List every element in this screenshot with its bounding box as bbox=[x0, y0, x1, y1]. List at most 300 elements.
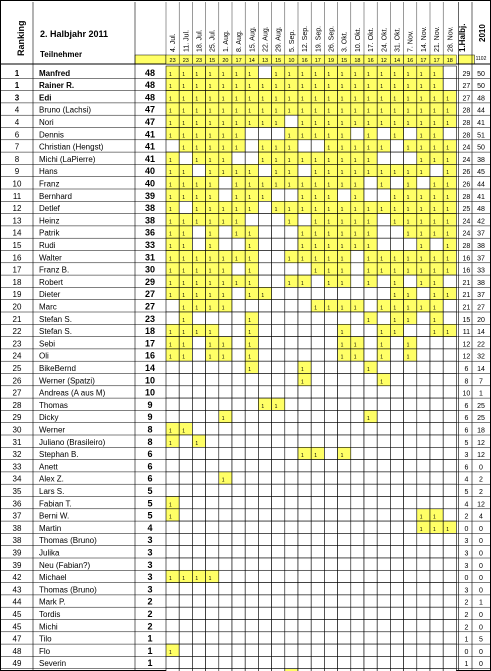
prev-year-value: 0 bbox=[479, 587, 483, 595]
empty-cell bbox=[390, 509, 403, 521]
halfyear-value: 29 bbox=[462, 70, 471, 78]
date-header: 7. Nov. bbox=[407, 30, 415, 52]
empty-cell bbox=[272, 497, 285, 509]
attendance-mark: 1 bbox=[235, 170, 238, 177]
attendance-mark: 1 bbox=[182, 182, 185, 189]
empty-cell bbox=[377, 410, 390, 422]
prev-year-value: 42 bbox=[477, 218, 485, 226]
empty-cell bbox=[390, 152, 403, 164]
empty-cell bbox=[206, 374, 219, 386]
empty-cell bbox=[298, 300, 311, 312]
attended-cell bbox=[404, 177, 417, 189]
attendance-mark: 1 bbox=[353, 305, 357, 312]
empty-cell bbox=[166, 595, 179, 607]
attendance-mark: 1 bbox=[169, 219, 172, 226]
attendance-mark: 1 bbox=[182, 194, 185, 201]
attended-cell bbox=[232, 214, 245, 226]
attendance-mark: 1 bbox=[314, 96, 317, 103]
attended-cell bbox=[338, 164, 351, 176]
empty-cell bbox=[258, 558, 271, 570]
date-count: 17 bbox=[433, 58, 440, 64]
empty-cell bbox=[377, 386, 390, 398]
attendance-mark: 1 bbox=[169, 244, 172, 250]
attended-cell bbox=[245, 115, 258, 127]
attended-cell bbox=[166, 128, 179, 140]
attended-cell bbox=[245, 361, 258, 373]
halfyear-value: 6 bbox=[464, 415, 469, 423]
empty-cell bbox=[443, 386, 456, 398]
attendance-mark: 1 bbox=[169, 293, 172, 300]
attendance-mark: 1 bbox=[261, 157, 265, 164]
attended-cell bbox=[206, 201, 219, 213]
prev-year-value: 25 bbox=[477, 415, 485, 423]
participant-name: Martin bbox=[39, 523, 62, 533]
table-row bbox=[0, 423, 491, 435]
empty-cell bbox=[232, 287, 245, 299]
empty-cell bbox=[232, 620, 245, 632]
empty-cell bbox=[219, 460, 232, 472]
attended-cell bbox=[364, 410, 377, 422]
attendance-mark: 1 bbox=[314, 219, 317, 226]
attended-cell bbox=[417, 300, 430, 312]
attendance-mark: 1 bbox=[446, 121, 449, 127]
attended-cell bbox=[430, 521, 443, 533]
empty-cell bbox=[377, 152, 390, 164]
empty-cell bbox=[404, 324, 417, 336]
rank-cell: 26 bbox=[12, 376, 22, 386]
attendance-mark: 1 bbox=[274, 403, 278, 410]
prev-year-value: 5 bbox=[479, 636, 483, 644]
halfyear-value: 6 bbox=[464, 427, 469, 435]
attended-cell bbox=[390, 324, 403, 336]
date-count: 17 bbox=[235, 58, 242, 64]
date-header: 5. Sep. bbox=[288, 29, 296, 52]
rank-cell: 15 bbox=[12, 241, 22, 250]
attended-cell bbox=[430, 66, 443, 78]
empty-cell bbox=[351, 386, 364, 398]
rank-cell: 20 bbox=[12, 302, 22, 312]
empty-cell bbox=[179, 583, 192, 595]
empty-cell bbox=[404, 644, 417, 656]
empty-cell bbox=[430, 361, 443, 373]
empty-cell bbox=[404, 546, 417, 558]
rank-cell: 27 bbox=[12, 388, 22, 398]
participant-name: Oli bbox=[39, 351, 49, 361]
attended-cell bbox=[390, 78, 403, 90]
empty-cell bbox=[338, 460, 351, 472]
prev-year-value: 1 bbox=[479, 599, 483, 607]
empty-cell bbox=[364, 472, 377, 484]
attended-cell bbox=[219, 128, 232, 140]
empty-cell bbox=[430, 620, 443, 632]
table-row bbox=[0, 337, 491, 349]
empty-cell bbox=[285, 497, 298, 509]
empty-cell bbox=[404, 607, 417, 619]
halfyear-value: 25 bbox=[462, 206, 471, 214]
empty-cell bbox=[364, 620, 377, 632]
rank-cell: 13 bbox=[12, 216, 22, 226]
total-score: 27 bbox=[144, 289, 156, 300]
empty-cell bbox=[285, 287, 298, 299]
attendance-mark: 1 bbox=[340, 96, 344, 103]
total-score: 5 bbox=[147, 486, 153, 496]
attended-cell bbox=[430, 152, 443, 164]
attended-cell bbox=[272, 201, 285, 213]
empty-cell bbox=[443, 398, 456, 410]
attended-cell bbox=[192, 177, 205, 189]
empty-cell bbox=[443, 128, 456, 140]
empty-cell bbox=[232, 644, 245, 656]
empty-cell bbox=[179, 509, 192, 521]
attended-cell bbox=[311, 66, 324, 78]
empty-cell bbox=[179, 644, 192, 656]
attended-cell bbox=[324, 66, 337, 78]
attendance-mark: 1 bbox=[419, 219, 423, 226]
participant-name: Rudi bbox=[39, 241, 56, 250]
attendance-mark: 1 bbox=[433, 71, 436, 78]
empty-cell bbox=[272, 423, 285, 435]
sheet-title: 2. Halbjahr 2011 bbox=[40, 29, 109, 39]
prev-year-value: 0 bbox=[479, 612, 483, 619]
empty-cell bbox=[443, 570, 456, 582]
attended-cell bbox=[298, 128, 311, 140]
empty-cell bbox=[443, 349, 456, 361]
attendance-mark: 1 bbox=[367, 170, 370, 177]
rank-cell: 23 bbox=[12, 339, 22, 349]
total-score: 2 bbox=[147, 609, 153, 619]
table-row bbox=[0, 558, 491, 570]
halfyear-value: 1 bbox=[464, 661, 469, 669]
empty-cell bbox=[311, 509, 324, 521]
empty-cell bbox=[258, 324, 271, 336]
empty-cell bbox=[272, 128, 285, 140]
empty-cell bbox=[285, 644, 298, 656]
attended-cell bbox=[192, 435, 205, 447]
attendance-mark: 1 bbox=[169, 280, 172, 287]
empty-cell bbox=[192, 656, 205, 668]
attendance-mark: 1 bbox=[274, 71, 278, 78]
empty-cell bbox=[364, 558, 377, 570]
date-header: 17. Okt. bbox=[368, 27, 376, 52]
attendance-mark: 1 bbox=[419, 231, 423, 238]
empty-cell bbox=[377, 509, 390, 521]
attended-cell bbox=[443, 238, 456, 250]
attended-cell bbox=[192, 251, 205, 263]
empty-cell bbox=[417, 435, 430, 447]
attendance-mark: 1 bbox=[367, 416, 370, 423]
attendance-mark: 1 bbox=[169, 330, 172, 337]
empty-cell bbox=[311, 656, 324, 668]
empty-cell bbox=[232, 312, 245, 324]
empty-cell bbox=[311, 287, 324, 299]
rank-cell: 42 bbox=[12, 573, 22, 583]
attendance-mark: 1 bbox=[340, 305, 344, 312]
attended-cell bbox=[311, 164, 324, 176]
empty-cell bbox=[377, 128, 390, 140]
participant-name: Werner bbox=[39, 425, 66, 435]
empty-cell bbox=[179, 374, 192, 386]
prev-year-value: 41 bbox=[477, 193, 485, 201]
attendance-mark: 1 bbox=[301, 96, 304, 103]
attendance-mark: 1 bbox=[433, 108, 436, 115]
attendance-mark: 1 bbox=[419, 305, 423, 312]
empty-cell bbox=[443, 656, 456, 668]
attended-cell bbox=[443, 324, 456, 336]
halfyear-value: 15 bbox=[462, 316, 471, 324]
empty-cell bbox=[364, 300, 377, 312]
attended-cell bbox=[192, 263, 205, 275]
total-score: 40 bbox=[144, 178, 156, 189]
attendance-mark: 1 bbox=[380, 71, 383, 78]
attended-cell bbox=[324, 226, 337, 238]
rank-cell: 4 bbox=[14, 105, 20, 115]
date-count: 16 bbox=[407, 58, 414, 64]
attended-cell bbox=[390, 128, 403, 140]
date-header: 21. Nov. bbox=[434, 26, 442, 52]
attendance-mark: 1 bbox=[433, 256, 436, 263]
attendance-mark: 1 bbox=[433, 268, 436, 275]
attended-cell bbox=[443, 140, 456, 152]
attendance-mark: 1 bbox=[433, 157, 436, 164]
empty-cell bbox=[272, 620, 285, 632]
total-score: 47 bbox=[144, 104, 156, 115]
attended-cell bbox=[179, 78, 192, 90]
attended-cell bbox=[311, 238, 324, 250]
attendance-mark: 1 bbox=[433, 305, 436, 312]
attended-cell bbox=[324, 164, 337, 176]
attendance-mark: 1 bbox=[446, 244, 449, 250]
empty-cell bbox=[390, 558, 403, 570]
attendance-mark: 1 bbox=[261, 194, 265, 201]
attendance-mark: 1 bbox=[433, 293, 436, 300]
attendance-mark: 1 bbox=[301, 182, 304, 189]
halfyear-value: 3 bbox=[464, 550, 469, 558]
date-count: 20 bbox=[222, 58, 229, 64]
attended-cell bbox=[338, 275, 351, 287]
attended-cell bbox=[166, 324, 179, 336]
empty-cell bbox=[166, 300, 179, 312]
attendance-mark: 1 bbox=[367, 367, 370, 373]
empty-cell bbox=[206, 398, 219, 410]
attendance-mark: 1 bbox=[446, 194, 449, 201]
attendance-mark: 1 bbox=[195, 157, 199, 164]
empty-cell bbox=[338, 189, 351, 201]
attendance-mark: 1 bbox=[419, 96, 423, 103]
empty-cell bbox=[272, 300, 285, 312]
attended-cell bbox=[417, 91, 430, 103]
empty-cell bbox=[311, 620, 324, 632]
attended-cell bbox=[324, 128, 337, 140]
empty-cell bbox=[232, 607, 245, 619]
attendance-mark: 1 bbox=[195, 96, 199, 103]
date-count: 14 bbox=[248, 58, 255, 64]
empty-cell bbox=[390, 140, 403, 152]
empty-cell bbox=[404, 656, 417, 668]
attendance-mark: 1 bbox=[340, 207, 344, 214]
empty-cell bbox=[272, 656, 285, 668]
attendance-mark: 1 bbox=[261, 182, 265, 189]
attended-cell bbox=[377, 349, 390, 361]
attended-cell bbox=[417, 521, 430, 533]
attended-cell bbox=[417, 115, 430, 127]
date-count: 17 bbox=[314, 58, 321, 64]
attendance-mark: 1 bbox=[327, 133, 331, 140]
empty-cell bbox=[404, 570, 417, 582]
total-score: 48 bbox=[144, 80, 156, 91]
attendance-mark: 1 bbox=[419, 194, 423, 201]
empty-cell bbox=[258, 214, 271, 226]
attendance-mark: 1 bbox=[353, 170, 357, 177]
attendance-mark: 1 bbox=[182, 317, 185, 324]
empty-cell bbox=[258, 497, 271, 509]
attendance-mark: 1 bbox=[208, 170, 212, 177]
total-score: 23 bbox=[144, 313, 156, 324]
attendance-mark: 1 bbox=[314, 305, 317, 312]
attendance-mark: 1 bbox=[327, 71, 331, 78]
table-row bbox=[0, 472, 491, 484]
attendance-mark: 1 bbox=[169, 428, 172, 435]
attendance-mark: 1 bbox=[419, 170, 423, 177]
empty-cell bbox=[430, 423, 443, 435]
halfyear-value: 21 bbox=[462, 279, 471, 287]
empty-cell bbox=[404, 460, 417, 472]
attended-cell bbox=[390, 66, 403, 78]
total-score: 39 bbox=[144, 190, 156, 201]
attendance-mark: 1 bbox=[221, 170, 225, 177]
attendance-mark: 1 bbox=[169, 182, 172, 189]
attended-cell bbox=[430, 324, 443, 336]
attended-cell bbox=[285, 177, 298, 189]
attendance-mark: 1 bbox=[182, 133, 185, 140]
empty-cell bbox=[390, 361, 403, 373]
empty-cell bbox=[404, 398, 417, 410]
attended-cell bbox=[430, 287, 443, 299]
attended-cell bbox=[179, 177, 192, 189]
rank-cell: 33 bbox=[12, 462, 22, 472]
attended-cell bbox=[377, 324, 390, 336]
empty-cell bbox=[417, 423, 430, 435]
empty-cell bbox=[390, 472, 403, 484]
attendance-mark: 1 bbox=[406, 354, 410, 361]
attended-cell bbox=[258, 140, 271, 152]
attendance-mark: 1 bbox=[446, 96, 449, 103]
empty-cell bbox=[179, 546, 192, 558]
empty-cell bbox=[324, 607, 337, 619]
empty-cell bbox=[232, 152, 245, 164]
attendance-mark: 1 bbox=[380, 108, 383, 115]
empty-cell bbox=[285, 533, 298, 545]
attendance-mark: 1 bbox=[208, 576, 212, 583]
empty-cell bbox=[206, 583, 219, 595]
attended-cell bbox=[206, 189, 219, 201]
participant-name: Neu (Fabian?) bbox=[39, 560, 91, 570]
attendance-mark: 1 bbox=[327, 182, 331, 189]
empty-cell bbox=[338, 361, 351, 373]
table-row bbox=[0, 484, 491, 496]
attended-cell bbox=[179, 349, 192, 361]
attendance-mark: 1 bbox=[327, 256, 331, 263]
empty-cell bbox=[245, 460, 258, 472]
attended-cell bbox=[219, 78, 232, 90]
empty-cell bbox=[324, 398, 337, 410]
participant-name: Hans bbox=[39, 167, 58, 177]
prev-year-value: 14 bbox=[477, 329, 485, 337]
empty-cell bbox=[377, 607, 390, 619]
participant-name: Walter bbox=[39, 253, 62, 263]
attendance-mark: 1 bbox=[367, 317, 370, 324]
prev-year-value: 14 bbox=[477, 366, 485, 373]
attendance-mark: 1 bbox=[274, 121, 278, 127]
attended-cell bbox=[338, 214, 351, 226]
attended-cell bbox=[219, 251, 232, 263]
total-score: 8 bbox=[147, 424, 153, 435]
empty-cell bbox=[298, 521, 311, 533]
empty-cell bbox=[364, 632, 377, 644]
empty-cell bbox=[417, 595, 430, 607]
empty-cell bbox=[192, 361, 205, 373]
participant-name: Dennis bbox=[39, 130, 64, 140]
attendance-mark: 1 bbox=[182, 428, 185, 435]
empty-cell bbox=[245, 484, 258, 496]
empty-cell bbox=[311, 410, 324, 422]
attended-cell bbox=[166, 497, 179, 509]
total-score: 38 bbox=[144, 203, 156, 214]
attended-cell bbox=[390, 312, 403, 324]
empty-cell bbox=[192, 521, 205, 533]
attended-cell bbox=[417, 128, 430, 140]
empty-cell bbox=[443, 361, 456, 373]
empty-cell bbox=[179, 533, 192, 545]
attendance-mark: 1 bbox=[446, 170, 449, 177]
total-score: 3 bbox=[147, 572, 153, 583]
empty-cell bbox=[298, 472, 311, 484]
attended-cell bbox=[245, 337, 258, 349]
empty-cell bbox=[443, 632, 456, 644]
participant-name: Robert bbox=[39, 277, 64, 287]
attendance-mark: 1 bbox=[419, 207, 423, 214]
participant-name: Franz B. bbox=[39, 265, 70, 275]
attended-cell bbox=[166, 570, 179, 582]
participant-name: Nori bbox=[39, 118, 54, 127]
empty-cell bbox=[245, 620, 258, 632]
empty-cell bbox=[179, 447, 192, 459]
empty-cell bbox=[364, 189, 377, 201]
date-count: 16 bbox=[367, 58, 374, 64]
date-header: 14. Nov. bbox=[420, 26, 428, 52]
empty-cell bbox=[219, 226, 232, 238]
attendance-mark: 1 bbox=[380, 268, 383, 275]
date-count: 23 bbox=[195, 58, 203, 64]
empty-cell bbox=[430, 595, 443, 607]
attended-cell bbox=[245, 201, 258, 213]
attendance-mark: 1 bbox=[235, 207, 238, 214]
empty-cell bbox=[430, 349, 443, 361]
empty-cell bbox=[351, 263, 364, 275]
attendance-mark: 1 bbox=[221, 280, 225, 287]
rank-cell: 9 bbox=[14, 167, 20, 177]
attendance-mark: 1 bbox=[367, 219, 370, 226]
prev-year-value: 41 bbox=[477, 120, 485, 127]
empty-cell bbox=[179, 152, 192, 164]
empty-cell bbox=[272, 570, 285, 582]
attendance-mark: 1 bbox=[380, 96, 383, 103]
attended-cell bbox=[179, 570, 192, 582]
empty-cell bbox=[377, 398, 390, 410]
empty-cell bbox=[258, 583, 271, 595]
attendance-mark: 1 bbox=[314, 231, 317, 238]
empty-cell bbox=[258, 226, 271, 238]
empty-cell bbox=[179, 632, 192, 644]
